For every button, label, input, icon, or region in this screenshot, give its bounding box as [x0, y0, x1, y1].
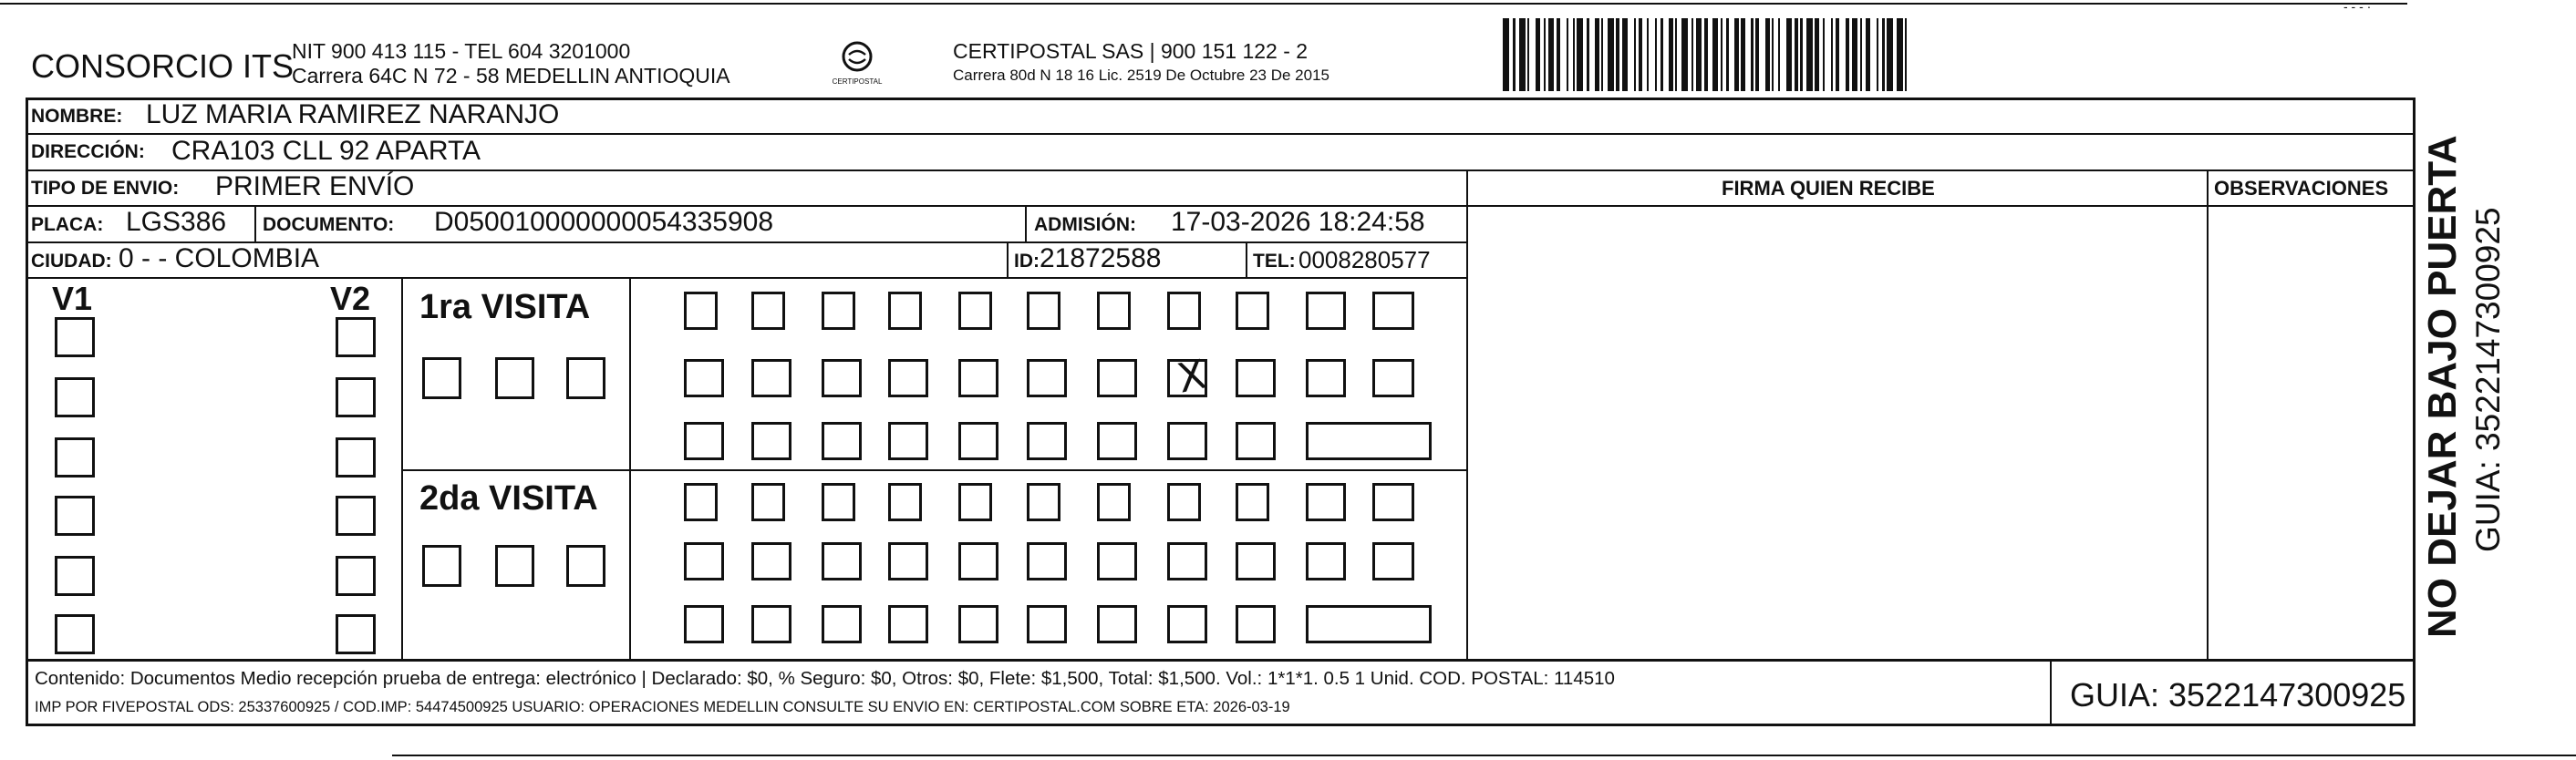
- barcode-bar: [1907, 18, 1911, 91]
- visit1-day-box: [958, 422, 998, 460]
- visit2-day-box: [1372, 542, 1414, 580]
- v2-checkbox: [336, 317, 376, 357]
- barcode-bar: [1839, 18, 1846, 91]
- visit2-day-box: [958, 605, 998, 643]
- visit1-day-box: [684, 359, 724, 397]
- col-divider: [2207, 169, 2209, 660]
- visit1-day-box: [1167, 422, 1207, 460]
- visit2-day-box: [751, 483, 785, 521]
- barcode-bar: [1608, 18, 1614, 91]
- visit2-day-box: [684, 542, 724, 580]
- v1-checkbox: [55, 496, 95, 536]
- visit1-month-box: [422, 357, 461, 399]
- placa-label: PLACA:: [31, 214, 104, 235]
- row-divider: [26, 133, 2416, 135]
- v2-checkbox: [336, 496, 376, 536]
- footer-guia: GUIA: 3522147300925: [2070, 676, 2406, 714]
- barcode-bar: [1663, 18, 1670, 91]
- certipostal-logo: [830, 36, 885, 89]
- bottom-edge-line: [392, 755, 2576, 756]
- placa-value: LGS386: [126, 207, 227, 237]
- barcode-bar: [1503, 18, 1509, 91]
- visit2-day-box: [958, 483, 992, 521]
- carrier-name: CERTIPOSTAL SAS | 900 151 122 - 2: [953, 39, 1309, 63]
- visit2-day-box: [1167, 542, 1207, 580]
- barcode-bar: [1696, 18, 1702, 91]
- v1-checkbox: [55, 377, 95, 417]
- barcode: [1503, 18, 2226, 91]
- col-divider: [1007, 241, 1009, 278]
- barcode-bar: [1589, 18, 1596, 91]
- barcode-bar: [1649, 18, 1655, 91]
- visit2-month-box: [422, 545, 461, 587]
- visit2-day-box: [684, 605, 724, 643]
- direccion-value: CRA103 CLL 92 APARTA: [171, 136, 481, 166]
- visit1-day-box: [1306, 292, 1346, 330]
- visit2-day-box: [1167, 483, 1201, 521]
- visit1-day-box: [1236, 422, 1276, 460]
- visit2-day-box: [1236, 483, 1269, 521]
- visit1-day-box: [1097, 422, 1137, 460]
- visit1-day-box: [888, 422, 928, 460]
- documento-label: DOCUMENTO:: [263, 214, 395, 235]
- visit2-title: 2da VISITA: [419, 479, 598, 518]
- visit1-day-box: [684, 422, 724, 460]
- v2-checkbox: [336, 614, 376, 654]
- col-divider: [401, 277, 403, 660]
- company-nit-tel: NIT 900 413 115 - TEL 604 3201000: [292, 39, 631, 63]
- visit2-day-box: [1027, 605, 1067, 643]
- visit2-day-box: [1097, 542, 1137, 580]
- visit2-day-box: [1167, 605, 1207, 643]
- id-label: ID:: [1014, 251, 1040, 272]
- barcode-bar: [1759, 18, 1765, 91]
- visit1-day-box: [1236, 359, 1276, 397]
- visit1-day-box: [958, 359, 998, 397]
- v2-checkbox: [336, 377, 376, 417]
- barcode-bar: [1780, 18, 1786, 91]
- visit2-day-box: [958, 542, 998, 580]
- barcode-bar: [1825, 18, 1831, 91]
- col-divider: [1246, 241, 1247, 278]
- v1-checkbox: [55, 317, 95, 357]
- direccion-label: DIRECCIÓN:: [31, 141, 145, 162]
- tipo-envio-label: TIPO DE ENVIO:: [31, 178, 180, 199]
- footer-contenido: Contenido: Documentos Medio recepción prueba de entrega: electrónico | Declarado: $0, % Seguro: $0, Otros: $0, Flete: $1,500, Total: $1,500. Vol.: 1*1*1. 0.5 1 Unid. COD. POSTAL: 114510: [35, 668, 1615, 689]
- barcode-bar: [1681, 18, 1688, 91]
- row-divider: [26, 277, 1467, 279]
- row-divider: [401, 469, 1467, 471]
- v2-checkbox: [336, 556, 376, 596]
- barcode-bar: [1870, 18, 1877, 91]
- visit1-day-box: [1372, 292, 1414, 330]
- visit2-day-box: [822, 605, 862, 643]
- visit1-day-box: [1027, 422, 1067, 460]
- v2-label: V2: [330, 280, 371, 317]
- v1-checkbox: [55, 614, 95, 654]
- barcode-bar: [1852, 18, 1858, 91]
- visit1-day-box: [888, 359, 928, 397]
- visit1-title: 1ra VISITA: [419, 288, 591, 326]
- visit1-day-box: [1236, 292, 1269, 330]
- visit2-day-box: [1027, 542, 1067, 580]
- visit1-day-box: [822, 422, 862, 460]
- visit2-day-box: [1372, 483, 1414, 521]
- barcode-bar: [1622, 18, 1629, 91]
- nombre-value: LUZ MARIA RAMIREZ NARANJO: [146, 99, 560, 129]
- visit1-day-box: [751, 359, 791, 397]
- svg-text:CERTIPOSTAL: CERTIPOSTAL: [832, 77, 883, 86]
- visit1-day-box: [1027, 359, 1067, 397]
- barcode-bar: [1897, 18, 1903, 91]
- side-guia: GUIA: 3522147300925: [2469, 207, 2507, 552]
- visit2-day-box: [822, 542, 862, 580]
- visit2-day-box: [1236, 605, 1276, 643]
- day-19-handwritten-mark: X: [1173, 351, 1211, 403]
- visit1-day-box: [1306, 359, 1346, 397]
- v1-label: V1: [52, 280, 93, 317]
- visit1-time-box: [1306, 422, 1432, 460]
- col-divider: [254, 205, 256, 241]
- visit2-day-box: [888, 483, 922, 521]
- barcode-bar: [1786, 18, 1793, 91]
- barcode-bar: [1628, 18, 1634, 91]
- ciudad-value: 0 - - COLOMBIA: [119, 243, 320, 273]
- tel-label: TEL:: [1253, 251, 1296, 272]
- visit2-day-box: [822, 483, 855, 521]
- col-divider: [629, 277, 631, 660]
- ciudad-label: CIUDAD:: [31, 251, 112, 272]
- carrier-address: Carrera 80d N 18 16 Lic. 2519 De Octubre 23 De 2015: [953, 67, 1329, 84]
- col-divider: [1025, 205, 1027, 241]
- visit1-day-box: [822, 359, 862, 397]
- visit2-day-box: [751, 542, 791, 580]
- visit1-day-box: [958, 292, 992, 330]
- visit1-month-box: [566, 357, 605, 399]
- barcode-bar: [1519, 18, 1526, 91]
- visit2-day-box: [1027, 483, 1060, 521]
- barcode-bar: [1577, 18, 1583, 91]
- barcode-bar: [1548, 18, 1555, 91]
- documento-value: D050010000000054335908: [434, 207, 774, 237]
- barcode-bar: [1560, 18, 1567, 91]
- visit1-day-box: [751, 422, 791, 460]
- visit2-day-box: [1097, 605, 1137, 643]
- v1-checkbox: [55, 556, 95, 596]
- v1-checkbox: [55, 437, 95, 478]
- visit1-day-box: [751, 292, 785, 330]
- visit1-day-box: [822, 292, 855, 330]
- visit2-day-box: [684, 483, 718, 521]
- visit1-day-box: [1027, 292, 1060, 330]
- visit1-day-box: [684, 292, 718, 330]
- visit2-day-box: [1236, 542, 1276, 580]
- barcode-bar: [1529, 18, 1536, 91]
- barcode-bar: [1729, 18, 1735, 91]
- tel-value: 0008280577: [1298, 246, 1431, 273]
- barcode-bar: [1806, 18, 1813, 91]
- nombre-label-text: NOMBRE:: [31, 106, 123, 127]
- corner-mark: - - - ·: [2343, 0, 2372, 14]
- visit1-day-box: [1097, 359, 1137, 397]
- visit1-day-box: [1097, 292, 1131, 330]
- visit2-month-box: [566, 545, 605, 587]
- company-name: CONSORCIO ITS: [31, 47, 295, 85]
- barcode-bar: [1712, 18, 1719, 91]
- visit2-month-box: [495, 545, 534, 587]
- admision-value: 17-03-2026 18:24:58: [1171, 207, 1425, 237]
- company-address: Carrera 64C N 72 - 58 MEDELLIN ANTIOQUIA: [292, 64, 730, 87]
- v2-checkbox: [336, 437, 376, 478]
- firma-header: FIRMA QUIEN RECIBE: [1722, 177, 1935, 200]
- tipo-envio-value: PRIMER ENVÍO: [215, 171, 415, 201]
- barcode-bar: [1745, 18, 1752, 91]
- visit2-day-box: [751, 605, 791, 643]
- admision-label: ADMISIÓN:: [1034, 214, 1136, 235]
- observaciones-header: OBSERVACIONES: [2214, 177, 2389, 200]
- visit1-day-box: [888, 292, 922, 330]
- id-value: 21872588: [1040, 243, 1162, 273]
- visit1-day-box: [1372, 359, 1414, 397]
- visit2-time-box: [1306, 605, 1432, 643]
- footer-imp: IMP POR FIVEPOSTAL ODS: 25337600925 / COD.IMP: 54474500925 USUARIO: OPERACIONES MEDELLIN CONSULTE SU ENVIO EN: CERTIPOSTAL.COM SOBRE ETA: 2026-03-19: [35, 699, 1290, 715]
- visit2-day-box: [1306, 483, 1346, 521]
- col-divider: [1466, 169, 1468, 660]
- row-divider: [26, 659, 2416, 662]
- col-divider: [2050, 660, 2052, 726]
- top-edge-line: [0, 3, 2407, 5]
- barcode-bar: [1887, 18, 1893, 91]
- side-notice: NO DEJAR BAJO PUERTA: [2420, 135, 2465, 638]
- visit1-month-box: [495, 357, 534, 399]
- visit1-day-box: [1167, 292, 1201, 330]
- visit2-day-box: [1097, 483, 1131, 521]
- visit2-day-box: [1306, 542, 1346, 580]
- visit2-day-box: [888, 605, 928, 643]
- visit2-day-box: [888, 542, 928, 580]
